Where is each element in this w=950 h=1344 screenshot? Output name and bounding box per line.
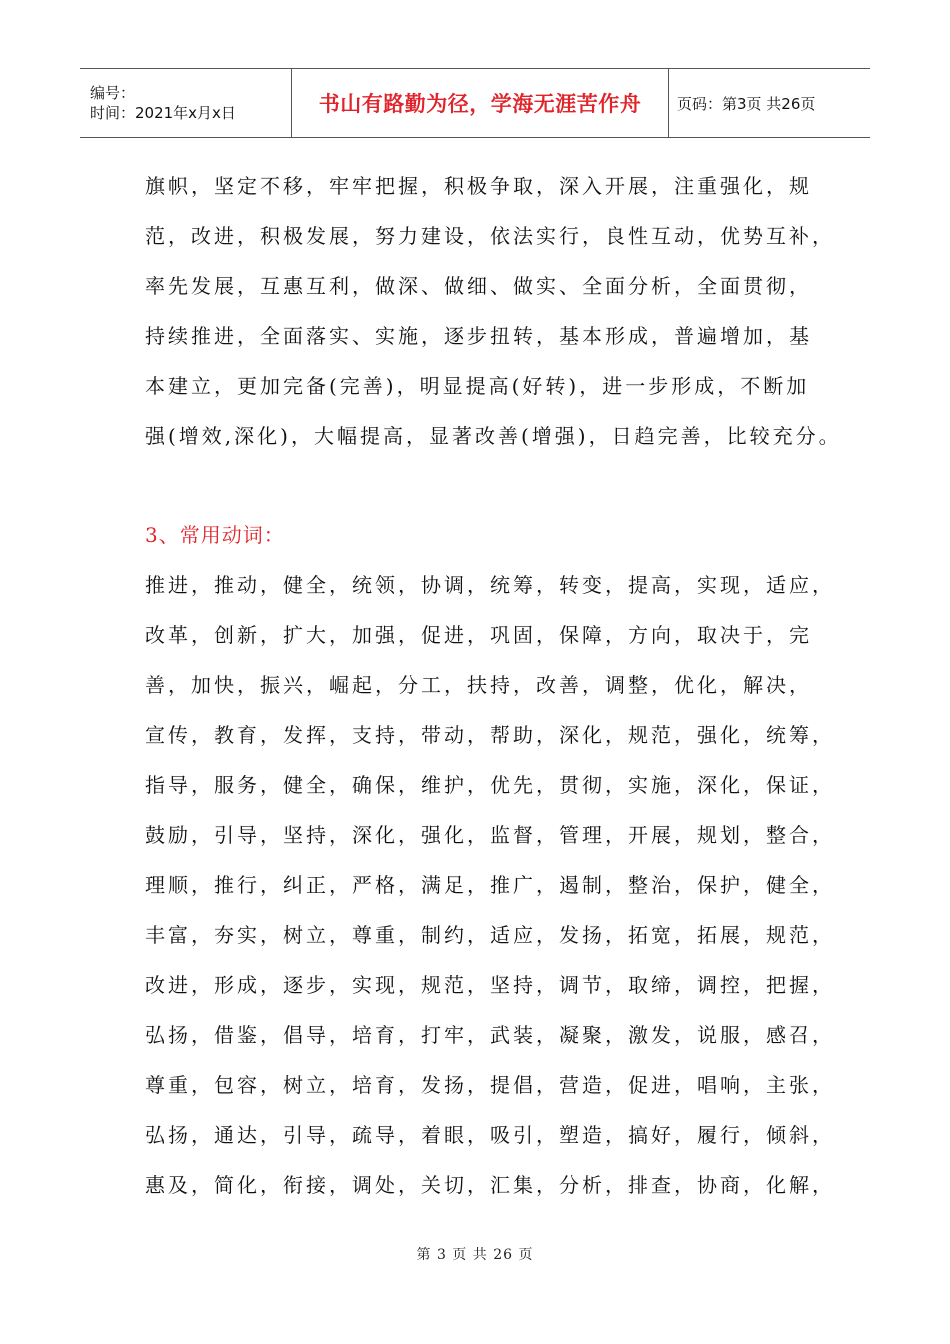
text-line: 尊重，包容，树立，培育，发扬，提倡，营造，促进，唱响，主张，	[145, 1073, 835, 1097]
text-line: 理顺，推行，纠正，严格，满足，推广，遏制，整治，保护，健全，	[145, 873, 835, 897]
text-line: 鼓励，引导，坚持，深化，强化，监督，管理，开展，规划，整合，	[145, 823, 835, 847]
text-line: 善，加快，振兴，崛起，分工，扶持，改善，调整，优化，解决，	[145, 673, 812, 697]
text-line: 弘扬，借鉴，倡导，培育，打牢，武装，凝聚，激发，说服，感召，	[145, 1023, 835, 1047]
paragraph	[145, 161, 842, 461]
header-page-number: 页码：第3页 共26页	[677, 94, 816, 113]
header-meta	[80, 69, 291, 137]
text-line: 率先发展，互惠互利，做深、做细、做实、全面分析，全面贯彻，	[145, 274, 812, 298]
header-page-cell	[669, 69, 870, 137]
text-line: 改革，创新，扩大，加强，促进，巩固，保障，方向，取决于，完	[145, 623, 812, 647]
page-header	[80, 68, 870, 138]
text-line: 丰富，夯实，树立，尊重，制约，适应，发扬，拓宽，拓展，规范，	[145, 923, 835, 947]
document-date: 时间：2021年x月x日	[90, 104, 236, 122]
text-line: 指导，服务，健全，确保，维护，优先，贯彻，实施，深化，保证，	[145, 773, 835, 797]
text-line: 强(增效,深化)，大幅提高，显著改善(增强)，日趋完善，比较充分。	[145, 424, 842, 448]
text-line: 宣传，教育，发挥，支持，带动，帮助，深化，规范，强化，统筹，	[145, 723, 835, 747]
text-line: 改进，形成，逐步，实现，规范，坚持，调节，取缔，调控，把握，	[145, 973, 835, 997]
text-line: 本建立，更加完备(完善)，明显提高(好转)，进一步形成，不断加	[145, 374, 810, 398]
text-line: 旗帜，坚定不移，牢牢把握，积极争取，深入开展，注重强化，规	[145, 174, 812, 198]
header-motto: 书山有路勤为径，学海无涯苦作舟	[318, 92, 642, 116]
header-motto-cell	[291, 69, 669, 137]
section-heading: 3、常用动词：	[145, 523, 285, 547]
text-line: 范，改进，积极发展，努力建设，依法实行，良性互动，优势互补，	[145, 224, 835, 248]
page-footer: 第 3 页 共 26 页	[416, 1247, 534, 1263]
text-line: 持续推进，全面落实、实施，逐步扭转，基本形成，普遍增加，基	[145, 324, 812, 348]
text-line: 惠及，简化，衔接，调处，关切，汇集，分析，排查，协商，化解，	[145, 1173, 835, 1197]
text-line: 推进，推动，健全，统领，协调，统筹，转变，提高，实现，适应，	[145, 573, 835, 597]
verb-list	[145, 560, 835, 1210]
document-body	[145, 161, 842, 1210]
document-number: 编号：	[90, 84, 136, 102]
text-line: 弘扬，通达，引导，疏导，着眼，吸引，塑造，搞好，履行，倾斜，	[145, 1123, 835, 1147]
